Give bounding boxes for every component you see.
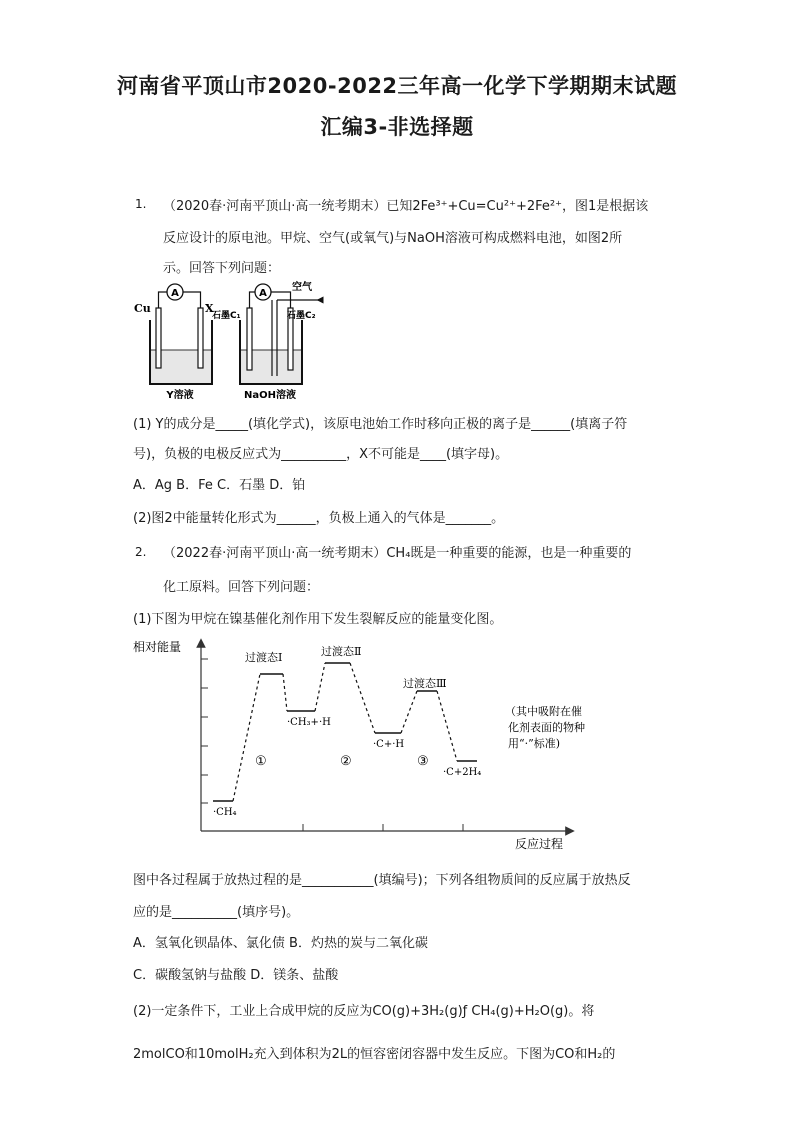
question-2-options-cd: C．碳酸氢钠与盐酸 D．镁条、盐酸 [133,968,339,983]
figure-2-solution-label: NaOH溶液 [244,390,296,400]
figure-1-cell [150,284,212,384]
step-1-label: ① [255,754,267,769]
question-2-part2-line2: 2molCO和10molH₂充入到体积为2L的恒容密闭容器中发生反应。下图为CO和H₂的 [133,1047,616,1062]
question-2-line2: 化工原料。回答下列问题： [163,580,320,595]
step-2-label: ② [340,754,352,769]
chart-note-line3: 用“·”标准) [508,737,561,750]
figure-2-air-label: 空气 [292,282,312,293]
figure-1-cu-label: Cu [134,302,151,315]
transition-state-1-label: 过渡态Ⅰ [245,651,283,664]
document-title-line1: 河南省平顶山市2020-2022三年高一化学下学期期末试题 [116,74,678,98]
question-2-options-ab: A．氢氧化钡晶体、氯化债 B．灼热的炭与二氧化碳 [133,936,428,951]
document-title-line2: 汇编3-非选择题 [320,115,474,139]
y-axis-ticks [201,659,208,803]
chart-note-line2: 化剂表面的物种 [508,721,585,734]
question-2-part2-line1: (2)一定条件下，工业上合成甲烷的反应为CO(g)+3H₂(g)ƒ CH₄(g)+H₂O(g)。将 [133,1004,595,1019]
figure-2-c2-label: 石墨C₂ [287,311,316,321]
figure-2-fuel-cell [240,284,320,384]
question-1-line2: 反应设计的原电池。甲烷、空气(或氧气)与NaOH溶液可构成燃料电池，如图2所 [163,231,623,246]
question-1-part2: (2)图2中能量转化形式为______，负极上通入的气体是_______。 [133,511,505,526]
species-ch4-label: ·CH₄ [213,807,237,818]
species-c-h-label: ·C+·H [373,739,405,750]
transition-state-2-label: 过渡态Ⅱ [321,645,362,658]
question-1-line1: （2020春·河南平顶山·高一统考期末）已知2Fe³⁺+Cu=Cu²⁺+2Fe²⁺，图1是根据该 [163,199,649,214]
figure-2-ammeter-label: A [259,288,267,299]
chart-note-line1: （其中吸附在催 [505,705,582,718]
question-1-part1-options: A．Ag B．Fe C．石墨 D．铂 [133,478,306,493]
figure-1-ammeter-label: A [171,288,179,299]
figure-2-c1-label: 石墨C₁ [212,311,241,321]
question-2-line1: （2022春·河南平顶山·高一统考期末）CH₄既是一种重要的能源，也是一种重要的 [163,546,632,561]
question-2-part1-question-line1: 图中各过程属于放热过程的是___________(填编号)；下列各组物质间的反应属于放热反 [133,873,631,888]
question-2-part1-question-line2: 应的是__________(填序号)。 [133,905,300,920]
energy-diagram [125,633,615,853]
x-axis-ticks [303,824,463,831]
y-axis-label: 相对能量 [133,640,182,654]
question-2-part1-intro: (1)下图为甲烷在镍基催化剂作用下发生裂解反应的能量变化图。 [133,612,503,627]
question-1-part1-line2: 号)，负极的电极反应式为__________，X不可能是____(填字母)。 [133,447,509,462]
figure-1-solution-label: Y溶液 [166,390,194,400]
question-1-number: 1. [135,197,147,211]
question-1-part1-line1: (1) Y的成分是_____(填化学式)，该原电池始工作时移向正极的离子是______(填离子符 [133,417,628,432]
transition-state-3-label: 过渡态Ⅲ [403,677,447,690]
galvanic-cell-figures [130,280,330,400]
species-ch3-h-label: ·CH₃+·H [287,717,331,728]
step-3-label: ③ [417,754,429,769]
question-1-line3: 示。回答下列问题： [163,261,281,276]
question-2-number: 2. [135,545,147,559]
figure-1-x-label: X [205,302,214,315]
x-axis-label: 反应过程 [515,837,564,851]
species-c-2h4-label: ·C+2H₄ [443,767,482,778]
